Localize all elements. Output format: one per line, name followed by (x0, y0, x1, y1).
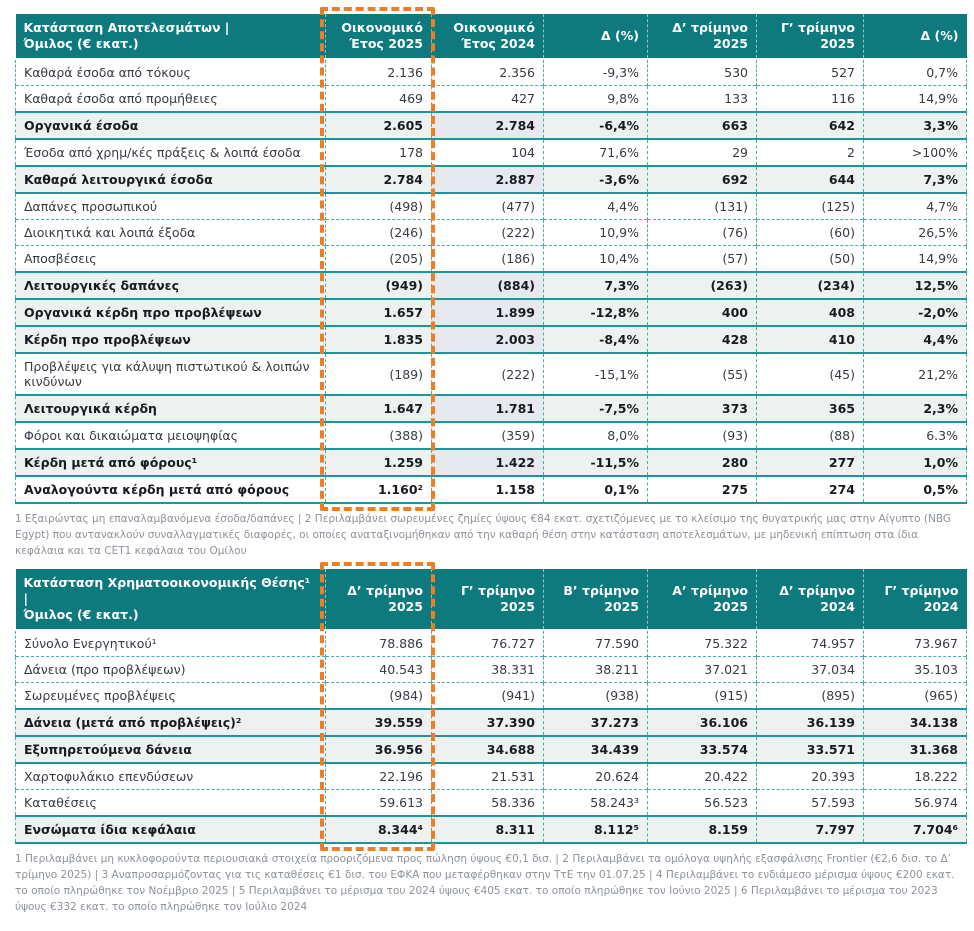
value-cell: 0,5% (864, 476, 967, 503)
column-header-5 (864, 14, 967, 59)
value-cell: -15,1% (544, 353, 648, 395)
row-label: Δάνεια (προ προβλέψεων) (16, 657, 326, 683)
column-header-3 (648, 569, 757, 630)
value-cell: (125) (757, 193, 864, 220)
column-header-line1: Οικονομικό (453, 20, 535, 35)
value-cell: 2.605 (326, 112, 432, 139)
income-statement-footnote: 1 Εξαιρώντας μη επαναλαμβανόμενα έσοδα/δαπάνες | 2 Περιλαμβάνει σωρευμένες ζημίες ύψους €84 εκατ. σχετιζόμενες με το κλείσιμο της θυγατρικής μας στην Αίγυπτο (NBG Egypt) που αντανακλούν συναλλαγματικές διαφορές, οι οποίες αναταξινομήθηκαν από την καθαρή θέση στην κατάσταση αποτελεσμάτων, με μηδενική επίπτωση στα ίδια κεφάλαια και τα CET1 κεφάλαια του Ομίλου (15, 513, 951, 557)
value-cell: -7,5% (544, 395, 648, 422)
value-cell: 527 (757, 59, 864, 86)
column-header-line1: Β’ τρίμηνο (563, 583, 639, 598)
value-cell: 0,7% (864, 59, 967, 86)
value-cell: (93) (648, 422, 757, 449)
table-row (16, 246, 967, 273)
row-label: Χαρτοφυλάκιο επενδύσεων (16, 763, 326, 790)
column-header-line2: 2024 (820, 599, 855, 614)
column-header-0 (326, 569, 432, 630)
value-cell: (359) (432, 422, 544, 449)
column-header-line2: 2025 (604, 599, 639, 614)
value-cell: (984) (326, 683, 432, 710)
value-cell: 77.590 (544, 630, 648, 657)
value-cell: (50) (757, 246, 864, 273)
column-header-line1: Οικονομικό (341, 20, 423, 35)
value-cell: (222) (432, 220, 544, 246)
table-row (16, 112, 967, 139)
column-header-line2: 2025 (713, 599, 748, 614)
value-cell: 56.523 (648, 790, 757, 817)
column-header-line1: Δ (%) (920, 28, 959, 43)
table-row (16, 193, 967, 220)
value-cell: 37.390 (432, 709, 544, 736)
income-statement-table (15, 14, 967, 504)
value-cell: 1.259 (326, 449, 432, 476)
value-cell: 2.356 (432, 59, 544, 86)
value-cell: (949) (326, 272, 432, 299)
table-title-line2: Όμιλος (€ εκατ.) (23, 36, 139, 51)
row-label: Ενσώματα ίδια κεφάλαια (16, 816, 326, 843)
value-cell: 21.531 (432, 763, 544, 790)
value-cell: (263) (648, 272, 757, 299)
value-cell: (915) (648, 683, 757, 710)
column-header-line1: Δ’ τρίμηνο (672, 20, 748, 35)
value-cell: 36.956 (326, 736, 432, 763)
value-cell: (895) (757, 683, 864, 710)
table-row (16, 709, 967, 736)
column-header-2 (544, 14, 648, 59)
value-cell: (477) (432, 193, 544, 220)
value-cell: 9,8% (544, 86, 648, 113)
value-cell: 1.647 (326, 395, 432, 422)
value-cell: 75.322 (648, 630, 757, 657)
table-title (16, 14, 326, 59)
value-cell: 1.657 (326, 299, 432, 326)
column-header-5 (864, 569, 967, 630)
value-cell: 36.106 (648, 709, 757, 736)
value-cell: 74.957 (757, 630, 864, 657)
value-cell: 1.158 (432, 476, 544, 503)
value-cell: (186) (432, 246, 544, 273)
value-cell: (189) (326, 353, 432, 395)
value-cell: (498) (326, 193, 432, 220)
column-header-line2: 2025 (820, 36, 855, 51)
value-cell: 73.967 (864, 630, 967, 657)
value-cell: 7,3% (544, 272, 648, 299)
value-cell: 20.624 (544, 763, 648, 790)
value-cell: 1.160² (326, 476, 432, 503)
table-row (16, 166, 967, 193)
table-row (16, 657, 967, 683)
column-header-line1: Δ’ τρίμηνο (347, 583, 423, 598)
table-row (16, 422, 967, 449)
value-cell: (965) (864, 683, 967, 710)
value-cell: 4,7% (864, 193, 967, 220)
value-cell: -11,5% (544, 449, 648, 476)
value-cell: 469 (326, 86, 432, 113)
row-label: Οργανικά έσοδα (16, 112, 326, 139)
value-cell: 1,0% (864, 449, 967, 476)
value-cell: -8,4% (544, 326, 648, 353)
value-cell: 2 (757, 139, 864, 166)
column-header-line1: Δ (%) (601, 28, 639, 43)
value-cell: 3,3% (864, 112, 967, 139)
value-cell: 59.613 (326, 790, 432, 817)
row-label: Λειτουργικά κέρδη (16, 395, 326, 422)
value-cell: (246) (326, 220, 432, 246)
value-cell: 40.543 (326, 657, 432, 683)
header-row (16, 14, 967, 59)
balance-sheet-section (15, 569, 966, 844)
value-cell: (234) (757, 272, 864, 299)
table-row (16, 476, 967, 503)
value-cell: (45) (757, 353, 864, 395)
value-cell: 274 (757, 476, 864, 503)
table-row (16, 326, 967, 353)
value-cell: 1.899 (432, 299, 544, 326)
value-cell: -12,8% (544, 299, 648, 326)
value-cell: 34.138 (864, 709, 967, 736)
value-cell: 39.559 (326, 709, 432, 736)
value-cell: (131) (648, 193, 757, 220)
value-cell: 37.273 (544, 709, 648, 736)
value-cell: 78.886 (326, 630, 432, 657)
column-header-line1: Γ’ τρίμηνο (460, 583, 535, 598)
value-cell: 76.727 (432, 630, 544, 657)
value-cell: 37.021 (648, 657, 757, 683)
column-header-line2: Έτος 2025 (349, 36, 423, 51)
value-cell: 663 (648, 112, 757, 139)
value-cell: 642 (757, 112, 864, 139)
row-label: Δάνεια (μετά από προβλέψεις)² (16, 709, 326, 736)
table-title-line1: Κατάσταση Αποτελεσμάτων | (23, 20, 230, 35)
value-cell: 10,9% (544, 220, 648, 246)
row-label: Έσοδα από χρημ/κές πράξεις & λοιπά έσοδα (16, 139, 326, 166)
value-cell: 400 (648, 299, 757, 326)
value-cell: 275 (648, 476, 757, 503)
value-cell: 0,1% (544, 476, 648, 503)
table-row (16, 683, 967, 710)
balance-sheet-table (15, 569, 967, 844)
value-cell: 36.139 (757, 709, 864, 736)
table-row (16, 86, 967, 113)
row-label: Σύνολο Ενεργητικού¹ (16, 630, 326, 657)
value-cell: 34.688 (432, 736, 544, 763)
value-cell: >100% (864, 139, 967, 166)
row-label: Διοικητικά και λοιπά έξοδα (16, 220, 326, 246)
value-cell: 7.797 (757, 816, 864, 843)
column-header-4 (757, 14, 864, 59)
value-cell: 116 (757, 86, 864, 113)
table-row (16, 59, 967, 86)
value-cell: 37.034 (757, 657, 864, 683)
column-header-line1: Δ’ τρίμηνο (779, 583, 855, 598)
row-label: Καταθέσεις (16, 790, 326, 817)
value-cell: 58.243³ (544, 790, 648, 817)
value-cell: -9,3% (544, 59, 648, 86)
value-cell: 21,2% (864, 353, 967, 395)
table-row (16, 299, 967, 326)
table-row (16, 816, 967, 843)
value-cell: 277 (757, 449, 864, 476)
value-cell: 18.222 (864, 763, 967, 790)
value-cell: 7,3% (864, 166, 967, 193)
column-header-line1: Γ’ τρίμηνο (780, 20, 855, 35)
value-cell: 57.593 (757, 790, 864, 817)
value-cell: 38.211 (544, 657, 648, 683)
value-cell: (222) (432, 353, 544, 395)
value-cell: 2,3% (864, 395, 967, 422)
value-cell: 8,0% (544, 422, 648, 449)
value-cell: 365 (757, 395, 864, 422)
column-header-3 (648, 14, 757, 59)
value-cell: 427 (432, 86, 544, 113)
value-cell: 104 (432, 139, 544, 166)
table-row (16, 763, 967, 790)
column-header-0 (326, 14, 432, 59)
value-cell: 14,9% (864, 246, 967, 273)
row-label: Εξυπηρετούμενα δάνεια (16, 736, 326, 763)
header-row (16, 569, 967, 630)
column-header-line2: 2025 (713, 36, 748, 51)
value-cell: 38.331 (432, 657, 544, 683)
column-header-line1: Γ’ τρίμηνο (884, 583, 959, 598)
value-cell: (938) (544, 683, 648, 710)
value-cell: 428 (648, 326, 757, 353)
value-cell: 373 (648, 395, 757, 422)
row-label: Αναλογούντα κέρδη μετά από φόρους (16, 476, 326, 503)
row-label: Προβλέψεις για κάλυψη πιστωτικού & λοιπών κινδύνων (16, 353, 326, 395)
column-header-line2: 2024 (923, 599, 959, 614)
value-cell: 8.159 (648, 816, 757, 843)
table-title-line1: Κατάσταση Χρηματοοικονομικής Θέσης¹ | (23, 575, 311, 606)
value-cell: 31.368 (864, 736, 967, 763)
value-cell: (941) (432, 683, 544, 710)
value-cell: 280 (648, 449, 757, 476)
column-header-2 (544, 569, 648, 630)
value-cell: 35.103 (864, 657, 967, 683)
table-row (16, 736, 967, 763)
row-label: Λειτουργικές δαπάνες (16, 272, 326, 299)
value-cell: (205) (326, 246, 432, 273)
column-header-line2: 2025 (388, 599, 423, 614)
value-cell: 1.835 (326, 326, 432, 353)
value-cell: 2.003 (432, 326, 544, 353)
row-label: Οργανικά κέρδη προ προβλέψεων (16, 299, 326, 326)
value-cell: 8.344⁴ (326, 816, 432, 843)
value-cell: 410 (757, 326, 864, 353)
table-title-line2: Όμιλος (€ εκατ.) (23, 607, 139, 622)
balance-sheet-footnote: 1 Περιλαμβάνει μη κυκλοφορούντα περιουσιακά στοιχεία προοριζόμενα προς πώληση ύψους €0,1 δισ. | 2 Περιλαμβάνει τα ομόλογα υψηλής εξασφάλισης Frontier (€2,6 δισ. το Δ’ τρίμηνο 2025) | 3 Αναπροσαρμόζοντας για τις καταθέσεις €1 δισ. του ΕΦΚΑ που μεταφέρθηκαν στην ΤτΕ την 01.07.25 | 4 Περιλαμβάνει το ενδιάμεσο μέρισμα ύψους €200 εκατ. το οποίο πληρώθηκε τον Νοέμβριο 2025 | 5 Περιλαμβάνει το μέρισμα του 2024 ύψους €405 εκατ. το οποίο πληρώθηκε τον Ιούνιο 2025 | 6 Περιλαμβάνει το μέρισμα του 2023 ύψους €332 εκατ. το οποίο πληρώθηκε τον Ιούλιο 2024 (15, 853, 955, 913)
value-cell: (388) (326, 422, 432, 449)
value-cell: 12,5% (864, 272, 967, 299)
value-cell: 14,9% (864, 86, 967, 113)
table-row (16, 630, 967, 657)
value-cell: 34.439 (544, 736, 648, 763)
value-cell: 29 (648, 139, 757, 166)
column-header-1 (432, 569, 544, 630)
table-row (16, 272, 967, 299)
value-cell: -3,6% (544, 166, 648, 193)
value-cell: 22.196 (326, 763, 432, 790)
table-row (16, 449, 967, 476)
value-cell: -6,4% (544, 112, 648, 139)
value-cell: 692 (648, 166, 757, 193)
value-cell: (60) (757, 220, 864, 246)
value-cell: 7.704⁶ (864, 816, 967, 843)
value-cell: 178 (326, 139, 432, 166)
row-label: Αποσβέσεις (16, 246, 326, 273)
value-cell: 20.393 (757, 763, 864, 790)
value-cell: 644 (757, 166, 864, 193)
table-row (16, 139, 967, 166)
value-cell: 56.974 (864, 790, 967, 817)
row-label: Φόροι και δικαιώματα μειοψηφίας (16, 422, 326, 449)
column-header-4 (757, 569, 864, 630)
value-cell: 408 (757, 299, 864, 326)
row-label: Σωρευμένες προβλέψεις (16, 683, 326, 710)
value-cell: 33.571 (757, 736, 864, 763)
value-cell: 8.112⁵ (544, 816, 648, 843)
column-header-line1: Α’ τρίμηνο (672, 583, 748, 598)
value-cell: 2.887 (432, 166, 544, 193)
value-cell: 71,6% (544, 139, 648, 166)
value-cell: 133 (648, 86, 757, 113)
column-header-line2: 2025 (500, 599, 535, 614)
value-cell: -2,0% (864, 299, 967, 326)
value-cell: 6.3% (864, 422, 967, 449)
value-cell: (55) (648, 353, 757, 395)
table-row (16, 790, 967, 817)
value-cell: 33.574 (648, 736, 757, 763)
table-row (16, 353, 967, 395)
value-cell: 1.422 (432, 449, 544, 476)
value-cell: 8.311 (432, 816, 544, 843)
row-label: Κέρδη μετά από φόρους¹ (16, 449, 326, 476)
value-cell: 1.781 (432, 395, 544, 422)
value-cell: (88) (757, 422, 864, 449)
value-cell: (57) (648, 246, 757, 273)
column-header-1 (432, 14, 544, 59)
value-cell: 2.784 (326, 166, 432, 193)
row-label: Δαπάνες προσωπικού (16, 193, 326, 220)
table-title (16, 569, 326, 630)
table-row (16, 220, 967, 246)
table-row (16, 395, 967, 422)
value-cell: 20.422 (648, 763, 757, 790)
value-cell: 2.136 (326, 59, 432, 86)
row-label: Καθαρά λειτουργικά έσοδα (16, 166, 326, 193)
value-cell: 58.336 (432, 790, 544, 817)
value-cell: 4,4% (544, 193, 648, 220)
value-cell: (884) (432, 272, 544, 299)
value-cell: 4,4% (864, 326, 967, 353)
row-label: Κέρδη προ προβλέψεων (16, 326, 326, 353)
income-statement-section (15, 14, 966, 504)
value-cell: 2.784 (432, 112, 544, 139)
row-label: Καθαρά έσοδα από προμήθειες (16, 86, 326, 113)
value-cell: 10,4% (544, 246, 648, 273)
row-label: Καθαρά έσοδα από τόκους (16, 59, 326, 86)
value-cell: 26,5% (864, 220, 967, 246)
column-header-line2: Έτος 2024 (461, 36, 535, 51)
value-cell: (76) (648, 220, 757, 246)
value-cell: 530 (648, 59, 757, 86)
